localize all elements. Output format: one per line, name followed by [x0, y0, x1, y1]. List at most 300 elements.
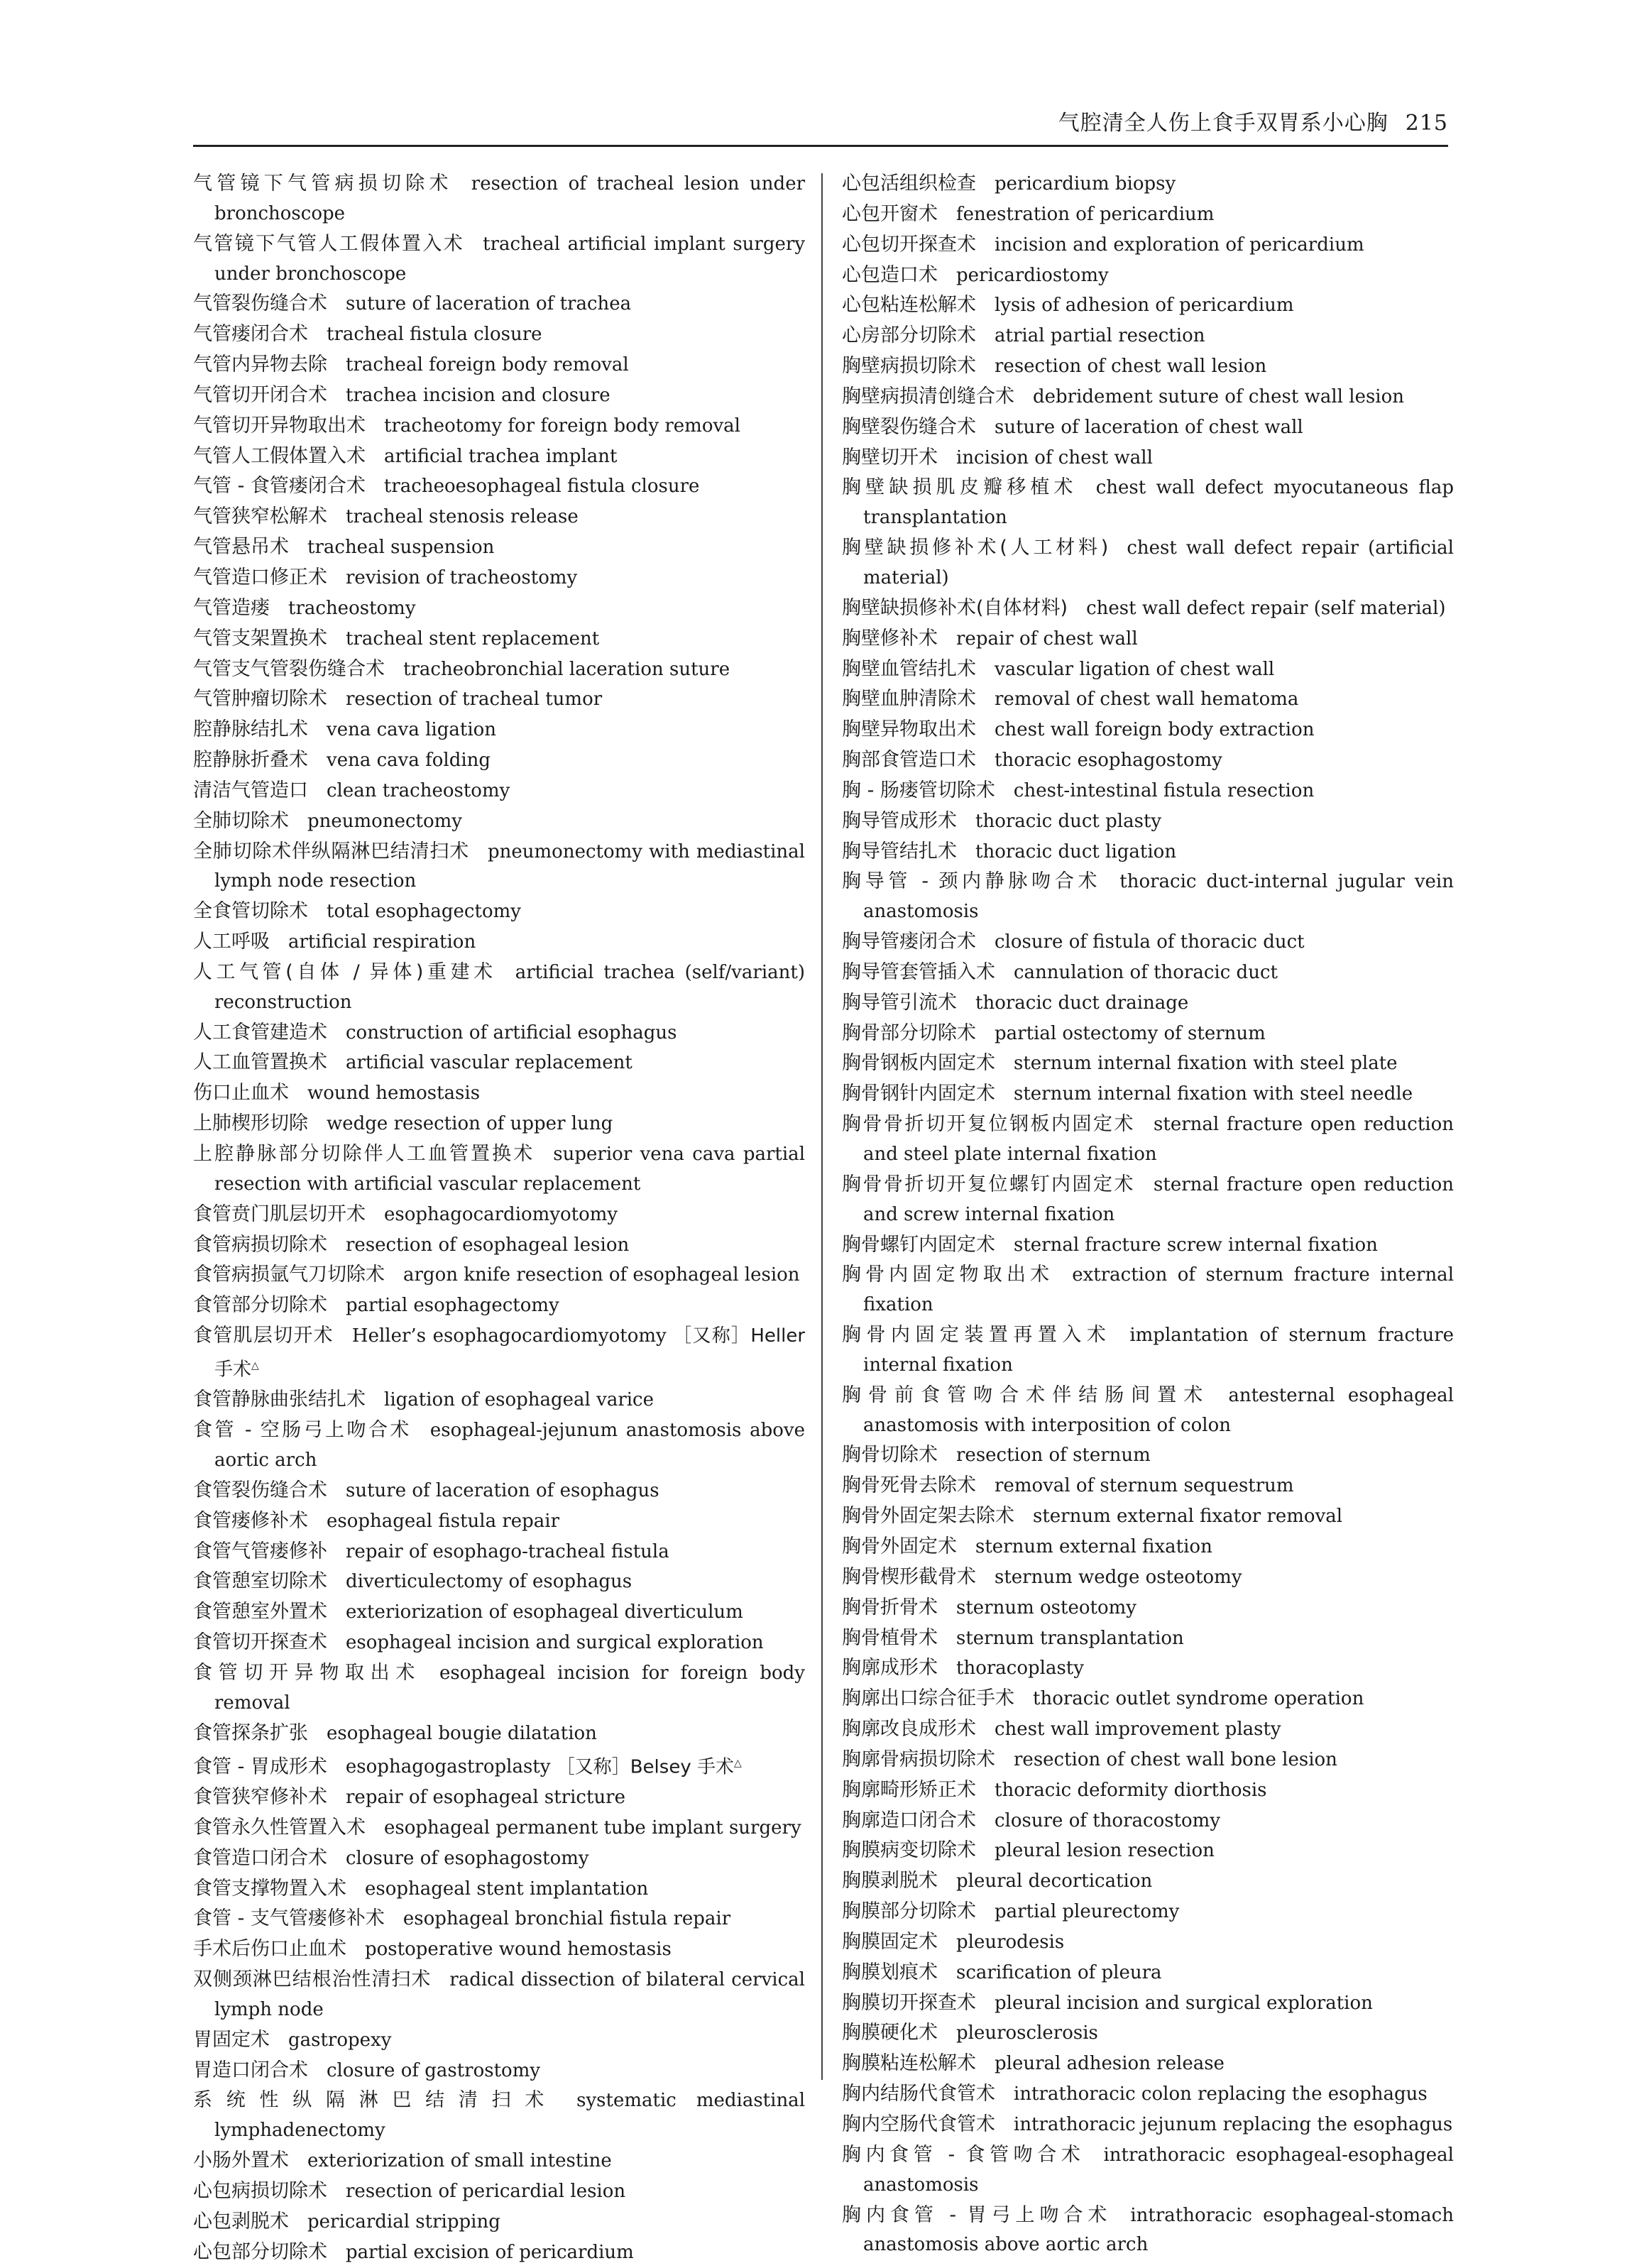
term-english: sternal fracture screw internal fixation — [1014, 1234, 1378, 1256]
running-header — [1058, 105, 1448, 136]
term-english: exteriorization of esophageal diverticulum — [346, 1601, 743, 1623]
term-chinese: 食管 - 胃成形术 — [193, 1755, 327, 1778]
term-english: revision of tracheostomy — [346, 566, 578, 588]
glossary-entry — [842, 1806, 1454, 1836]
page-header — [193, 105, 1448, 147]
term-chinese: 胸壁病损切除术 — [842, 355, 976, 378]
term-english: pleurodesis — [956, 1931, 1065, 1953]
term-english: repair of esophageal stricture — [346, 1787, 625, 1809]
term-chinese: 胸骨骨折切开复位钢板内固定术 — [842, 1113, 1136, 1136]
term-chinese: 人工呼吸 — [193, 931, 270, 953]
term-english: tracheal artificial implant surgery under bronchoscope — [214, 233, 806, 285]
term-english: incision and exploration of pericardium — [995, 234, 1364, 256]
term-chinese: 胸骨骨折切开复位螺钉内固定术 — [842, 1173, 1136, 1195]
term-english: pleural lesion resection — [995, 1840, 1215, 1862]
term-chinese: 胸 - 肠瘘管切除术 — [842, 779, 995, 801]
term-english: closure of thoracostomy — [995, 1809, 1221, 1831]
glossary-entry — [193, 1291, 805, 1321]
term-chinese: 胸壁切开术 — [842, 446, 938, 469]
term-english: removal of sternum sequestrum — [995, 1475, 1294, 1497]
glossary-entry — [842, 1440, 1454, 1471]
term-chinese: 食管肌层切开术 — [193, 1325, 334, 1347]
term-english: thoracic esophagostomy — [995, 750, 1222, 772]
glossary-entry — [193, 1200, 805, 1230]
term-chinese: 胸部食管造口术 — [842, 749, 976, 772]
term-english: chest-intestinal fistula resection — [1013, 779, 1315, 801]
term-english: esophageal-jejunum anastomosis above aortic arch — [214, 1420, 805, 1472]
term-english: esophageal stent implantation — [365, 1878, 649, 1900]
glossary-entry — [193, 2146, 805, 2176]
glossary-entry — [193, 1597, 805, 1628]
term-chinese: 胸骨内固定装置再置入术 — [842, 1324, 1112, 1347]
page-number: 215 — [1405, 111, 1448, 136]
term-chinese: 胸壁缺损肌皮瓣移植术 — [842, 476, 1078, 499]
term-chinese: 食管病损切除术 — [193, 1233, 327, 1256]
term-english: tracheal stenosis release — [346, 506, 579, 528]
term-english: partial esophagectomy — [346, 1295, 559, 1317]
term-english: thoracic duct-internal jugular vein anastomosis — [863, 871, 1454, 923]
right-column — [842, 169, 1454, 2260]
term-english: tracheal stent replacement — [346, 628, 600, 650]
term-chinese: 胸骨前食管吻合术伴结肠间置术 — [842, 1384, 1210, 1406]
term-english: vena cava folding — [327, 750, 491, 772]
term-alias-note: ［又称］Belsey 手术 — [556, 1756, 734, 1778]
term-chinese: 胸导管结扎术 — [842, 840, 957, 862]
glossary-entry — [842, 988, 1454, 1019]
glossary-entry — [842, 261, 1454, 291]
glossary-entry — [193, 1965, 805, 2025]
term-english: sternum internal fixation with steel needle — [1014, 1083, 1413, 1105]
glossary-entry — [842, 624, 1454, 654]
term-chinese: 胸廓成形术 — [842, 1657, 938, 1680]
term-chinese: 气管切开闭合术 — [193, 383, 327, 406]
term-chinese: 胸膜划痕术 — [842, 1961, 938, 1983]
term-english: partial excision of pericardium — [346, 2241, 634, 2263]
glossary-entry — [193, 624, 805, 654]
term-english: pneumonectomy with mediastinal lymph node resection — [214, 840, 805, 892]
term-chinese: 气管支架置换术 — [193, 627, 327, 650]
glossary-entry — [193, 2056, 805, 2086]
term-english: closure of gastrostomy — [327, 2059, 541, 2081]
term-chinese: 胸廓畸形矫正术 — [842, 1778, 976, 1801]
term-chinese: 胸壁血肿清除术 — [842, 688, 976, 711]
term-english: sternum external fixator removal — [1033, 1506, 1343, 1528]
term-chinese: 胸骨植骨术 — [842, 1626, 938, 1649]
term-english: postoperative wound hemostasis — [365, 1939, 672, 1961]
term-english: esophageal bronchial fistula repair — [402, 1908, 731, 1930]
term-english: removal of chest wall hematoma — [995, 689, 1299, 711]
term-english: pericardium biopsy — [995, 173, 1176, 195]
term-english: resection of pericardial lesion — [346, 2181, 626, 2202]
glossary-entry — [842, 412, 1454, 443]
term-chinese: 胸膜部分切除术 — [842, 1900, 976, 1923]
term-english: resection of esophageal lesion — [346, 1234, 630, 1256]
glossary-entry — [193, 289, 805, 319]
term-chinese: 胸骨外固定术 — [842, 1535, 957, 1557]
term-chinese: 胸膜剥脱术 — [842, 1870, 938, 1892]
glossary-entry — [193, 1844, 805, 1874]
glossary-entry — [842, 2110, 1454, 2140]
glossary-entry — [842, 1532, 1454, 1562]
term-english: esophagocardiomyotomy — [384, 1203, 618, 1225]
term-english: resection of sternum — [956, 1445, 1151, 1467]
term-chinese: 心包造口术 — [842, 263, 938, 286]
glossary-entry — [193, 471, 805, 502]
term-chinese: 食管病损氩气刀切除术 — [193, 1264, 385, 1286]
term-english: atrial partial resection — [995, 325, 1205, 347]
term-chinese: 气管镜下气管病损切除术 — [193, 172, 453, 195]
term-chinese: 胸内食管 - 胃弓上吻合术 — [842, 2203, 1112, 2226]
term-english: pneumonectomy — [307, 810, 462, 832]
glossary-entry — [842, 927, 1454, 958]
term-chinese: 食管 - 空肠弓上吻合术 — [193, 1419, 412, 1442]
glossary-entry — [193, 319, 805, 350]
glossary-entry — [193, 1109, 805, 1139]
term-chinese: 气管悬吊术 — [193, 536, 289, 559]
glossary-entry — [842, 1623, 1454, 1654]
term-english: cannulation of thoracic duct — [1014, 961, 1278, 983]
glossary-entry — [842, 199, 1454, 230]
term-chinese: 胸骨楔形截骨术 — [842, 1565, 976, 1588]
glossary-entry — [193, 1934, 805, 1965]
term-english: pleural decortication — [956, 1870, 1153, 1892]
term-chinese: 胸壁血管结扎术 — [842, 657, 976, 680]
term-chinese: 食管永久性管置入术 — [193, 1816, 366, 1839]
term-english: trachea incision and closure — [346, 384, 610, 406]
glossary-entry — [842, 1079, 1454, 1110]
term-chinese: 胸壁裂伤缝合术 — [842, 415, 976, 438]
glossary-entry — [842, 1501, 1454, 1532]
term-chinese: 胸骨外固定架去除术 — [842, 1505, 1014, 1528]
glossary-entry — [842, 867, 1454, 927]
glossary-entry — [193, 958, 805, 1018]
glossary-entry — [193, 684, 805, 715]
glossary-entry — [842, 593, 1454, 624]
term-chinese: 胸壁修补术 — [842, 627, 938, 650]
glossary-entry — [842, 1775, 1454, 1806]
glossary-entry — [193, 2025, 805, 2056]
term-chinese: 食管气管瘘修补 — [193, 1540, 327, 1562]
term-chinese: 人工血管置换术 — [193, 1051, 327, 1074]
glossary-entry — [193, 532, 805, 563]
term-chinese: 小肠外置术 — [193, 2149, 289, 2172]
term-english: sternum internal fixation with steel plate — [1014, 1053, 1398, 1075]
term-english: vascular ligation of chest wall — [995, 658, 1275, 680]
glossary-entry — [193, 2237, 805, 2268]
term-chinese: 胸骨折骨术 — [842, 1596, 938, 1618]
term-english: tracheal suspension — [307, 537, 495, 559]
term-chinese: 心包粘连松解术 — [842, 294, 976, 317]
term-english: fenestration of pericardium — [956, 203, 1215, 225]
term-chinese: 胸骨内固定物取出术 — [842, 1264, 1054, 1286]
term-english: pericardiostomy — [956, 264, 1109, 286]
term-chinese: 胸膜硬化术 — [842, 2022, 938, 2044]
term-english: radical dissection of bilateral cervical lymph node — [214, 1969, 805, 2020]
term-chinese: 食管瘘修补术 — [193, 1509, 308, 1532]
glossary-entry — [193, 1048, 805, 1078]
term-chinese: 食管 - 支气管瘘修补术 — [193, 1907, 385, 1930]
term-chinese: 胸导管瘘闭合术 — [842, 931, 976, 953]
term-chinese: 心房部分切除术 — [842, 324, 976, 347]
term-chinese: 心包部分切除术 — [193, 2240, 327, 2263]
term-english: esophageal incision and surgical exploration — [346, 1632, 764, 1654]
glossary-entry — [193, 1018, 805, 1048]
term-english: pleural adhesion release — [995, 2053, 1225, 2075]
term-chinese: 食管部分切除术 — [193, 1294, 327, 1317]
term-chinese: 上腔静脉部分切除伴人工血管置换术 — [193, 1143, 535, 1165]
term-english: esophageal permanent tube implant surgery — [384, 1817, 801, 1839]
term-chinese: 气管内异物去除 — [193, 354, 327, 376]
term-english: intrathoracic jejunum replacing the esophagus — [1014, 2114, 1453, 2135]
glossary-entry — [842, 745, 1454, 776]
left-column — [193, 169, 805, 2268]
glossary-entry — [193, 837, 805, 897]
term-english: Heller’s esophagocardiomyotomy — [351, 1325, 667, 1347]
glossary-entry — [842, 1048, 1454, 1079]
term-english: thoracic duct ligation — [975, 840, 1177, 862]
glossary-entry — [193, 654, 805, 685]
glossary-entry — [193, 1813, 805, 1844]
term-chinese: 气管造口修正术 — [193, 566, 327, 588]
glossary-entry — [193, 1719, 805, 1749]
term-chinese: 气管切开异物取出术 — [193, 414, 366, 437]
term-english: partial ostectomy of sternum — [995, 1022, 1266, 1044]
glossary-entry — [842, 1958, 1454, 1988]
term-chinese: 胸壁异物取出术 — [842, 718, 976, 741]
term-chinese: 人工食管建造术 — [193, 1021, 327, 1043]
term-english: thoracic outlet syndrome operation — [1033, 1688, 1364, 1710]
glossary-entry — [842, 230, 1454, 261]
glossary-entry — [193, 380, 805, 411]
glossary-entry — [842, 1170, 1454, 1230]
glossary-entry — [842, 2079, 1454, 2110]
glossary-entry — [842, 1714, 1454, 1745]
glossary-entry — [842, 1866, 1454, 1897]
term-chinese: 食管狭窄修补术 — [193, 1786, 327, 1809]
glossary-entry — [842, 1927, 1454, 1958]
term-chinese: 胸骨钢板内固定术 — [842, 1052, 995, 1075]
glossary-entry — [193, 1567, 805, 1597]
glossary-entry — [842, 533, 1454, 593]
term-chinese: 双侧颈淋巴结根治性清扫术 — [193, 1968, 432, 1991]
term-chinese: 胸导管引流术 — [842, 991, 957, 1014]
term-chinese: 食管憩室外置术 — [193, 1601, 327, 1623]
term-chinese: 气管支气管裂伤缝合术 — [193, 657, 385, 680]
term-chinese: 腔静脉结扎术 — [193, 718, 308, 741]
glossary-entry — [193, 2086, 805, 2146]
term-english: pleural incision and surgical exploration — [995, 1992, 1373, 2014]
term-english: artificial respiration — [288, 931, 476, 953]
glossary-entry — [842, 1320, 1454, 1381]
term-chinese: 心包剥脱术 — [193, 2210, 289, 2233]
term-english: systematic mediastinal lymphadenectomy — [214, 2090, 806, 2142]
term-english: exteriorization of small intestine — [307, 2150, 612, 2172]
term-chinese: 全肺切除术 — [193, 809, 289, 832]
term-english: thoracic duct drainage — [975, 992, 1189, 1014]
glossary-entry — [842, 1836, 1454, 1866]
glossary-entry — [193, 229, 805, 290]
glossary-entry — [193, 1749, 805, 1783]
term-english: sternal fracture open reduction and steel plate internal fixation — [863, 1114, 1454, 1165]
term-chinese: 胸导管套管插入术 — [842, 960, 995, 983]
glossary-entry — [842, 2049, 1454, 2079]
term-chinese: 食管探条扩张 — [193, 1721, 308, 1744]
term-chinese: 胸廓改良成形术 — [842, 1718, 976, 1741]
glossary-entry — [193, 1415, 805, 1476]
term-english: wedge resection of upper lung — [327, 1113, 613, 1135]
glossary-entry — [842, 1019, 1454, 1049]
glossary-entry — [193, 350, 805, 380]
term-chinese: 食管贲门肌层切开术 — [193, 1203, 366, 1225]
term-english: construction of artificial esophagus — [346, 1021, 677, 1043]
glossary-entry — [193, 1658, 805, 1719]
glossary-entry — [842, 169, 1454, 199]
glossary-entry — [193, 169, 805, 229]
term-chinese: 气管肿瘤切除术 — [193, 688, 327, 711]
term-english: thoracoplasty — [956, 1658, 1084, 1680]
term-chinese: 全食管切除术 — [193, 900, 308, 923]
term-english: resection of chest wall bone lesion — [1014, 1748, 1337, 1770]
term-chinese: 胸壁缺损修补术(自体材料) — [842, 596, 1068, 619]
term-chinese: 胸膜切开探查术 — [842, 1991, 976, 2014]
glossary-entry — [842, 776, 1454, 806]
glossary-entry — [193, 1904, 805, 1934]
glossary-entry — [193, 927, 805, 958]
glossary-entry — [193, 593, 805, 624]
glossary-entry — [842, 2140, 1454, 2201]
glossary-entry — [193, 563, 805, 593]
term-english: closure of esophagostomy — [346, 1847, 589, 1869]
term-english: chest wall improvement plasty — [995, 1719, 1281, 1741]
term-english: total esophagectomy — [327, 901, 521, 923]
glossary-entry — [842, 1653, 1454, 1684]
term-chinese: 人工气管(自体 / 异体)重建术 — [193, 960, 497, 983]
term-chinese: 胸壁缺损修补术(人工材料) — [842, 537, 1109, 559]
term-english: artificial trachea (self/variant) reconstruction — [214, 961, 805, 1013]
glossary-entry — [842, 290, 1454, 321]
term-english: resection of chest wall lesion — [995, 356, 1267, 378]
term-chinese: 胸壁病损清创缝合术 — [842, 385, 1014, 407]
glossary-entry — [193, 2176, 805, 2207]
term-english: gastropexy — [288, 2029, 392, 2051]
term-chinese: 胸膜固定术 — [842, 1930, 938, 1953]
term-english: ligation of esophageal varice — [384, 1389, 654, 1411]
term-chinese: 胸骨切除术 — [842, 1444, 938, 1467]
term-english: extraction of sternum fracture internal fixation — [863, 1264, 1455, 1316]
glossary-entry — [842, 1745, 1454, 1775]
term-english: sternum external fixation — [975, 1535, 1212, 1557]
glossary-entry — [842, 2018, 1454, 2049]
glossary-entry — [193, 1385, 805, 1415]
term-chinese: 食管静脉曲张结扎术 — [193, 1388, 366, 1411]
term-chinese: 腔静脉折叠术 — [193, 749, 308, 772]
term-english: intrathoracic colon replacing the esophagus — [1014, 2083, 1428, 2105]
term-chinese: 食管切开探查术 — [193, 1631, 327, 1654]
term-english: chest wall defect repair (artificial material) — [863, 537, 1454, 588]
term-chinese: 胸骨死骨去除术 — [842, 1474, 976, 1497]
glossary-entry — [193, 715, 805, 745]
glossary-entry — [193, 2207, 805, 2237]
glossary-entry — [842, 806, 1454, 837]
glossary-entry — [842, 654, 1454, 685]
term-english: tracheal fistula closure — [327, 324, 542, 346]
term-chinese: 食管憩室切除术 — [193, 1570, 327, 1593]
term-english: repair of esophago-tracheal fistula — [346, 1540, 669, 1562]
term-english: pericardial stripping — [307, 2211, 500, 2233]
term-chinese: 食管造口闭合术 — [193, 1846, 327, 1869]
term-english: intrathoracic esophageal-esophageal anastomosis — [863, 2144, 1454, 2196]
term-english: artificial vascular replacement — [346, 1052, 632, 1074]
term-english: tracheal foreign body removal — [346, 354, 629, 376]
term-chinese: 食管切开异物取出术 — [193, 1662, 422, 1684]
glossary-entry — [193, 1506, 805, 1537]
term-english: resection of tracheal tumor — [346, 689, 603, 711]
glossary-entry — [193, 1628, 805, 1658]
glossary-entry — [193, 806, 805, 837]
glossary-entry — [842, 1471, 1454, 1501]
term-chinese: 气管裂伤缝合术 — [193, 292, 327, 315]
glossary-entry — [842, 382, 1454, 412]
term-english: esophageal bougie dilatation — [327, 1722, 597, 1744]
glossary-entry — [193, 1139, 805, 1200]
term-chinese: 食管支撑物置入术 — [193, 1877, 346, 1900]
term-english: tracheostomy — [288, 597, 416, 619]
term-chinese: 胸内食管 - 食管吻合术 — [842, 2143, 1085, 2166]
term-english: sternum osteotomy — [956, 1596, 1136, 1618]
glossary-entry — [193, 1230, 805, 1261]
term-chinese: 上肺楔形切除 — [193, 1112, 308, 1135]
term-english: suture of laceration of chest wall — [995, 416, 1303, 438]
term-chinese: 清洁气管造口 — [193, 779, 308, 801]
term-english: debridement suture of chest wall lesion — [1033, 385, 1405, 407]
term-english: intrathoracic esophageal-stomach anastomosis above aortic arch — [863, 2204, 1454, 2256]
glossary-entry — [193, 1782, 805, 1813]
term-english: superior vena cava partial resection with artificial vascular replacement — [214, 1144, 806, 1195]
term-chinese: 胃固定术 — [193, 2028, 270, 2051]
term-english: partial pleurectomy — [995, 1901, 1180, 1923]
term-english: tracheobronchial laceration suture — [403, 658, 730, 680]
term-english: closure of fistula of thoracic duct — [995, 931, 1305, 953]
glossary-entry — [193, 1874, 805, 1905]
glossary-entry — [842, 1381, 1454, 1441]
term-chinese: 胸膜病变切除术 — [842, 1839, 976, 1862]
term-english: artificial trachea implant — [384, 445, 618, 467]
term-english: pleurosclerosis — [956, 2022, 1098, 2044]
term-english: implantation of sternum fracture internal fixation — [863, 1325, 1455, 1376]
glossary-entry — [842, 837, 1454, 867]
term-english: thoracic duct plasty — [975, 810, 1162, 832]
term-chinese: 胸导管 - 颈内静脉吻合术 — [842, 870, 1102, 893]
term-chinese: 伤口止血术 — [193, 1082, 289, 1105]
glossary-entry — [842, 1110, 1454, 1170]
term-chinese: 胸廓造口闭合术 — [842, 1809, 976, 1831]
header-title: 气腔清全人伤上食手双胃系小心胸 — [1058, 111, 1388, 136]
term-english: incision of chest wall — [956, 447, 1153, 469]
term-chinese: 气管造瘘 — [193, 596, 270, 619]
glossary-entry — [193, 1537, 805, 1567]
glossary-entry — [842, 1897, 1454, 1927]
term-chinese: 心包开窗术 — [842, 202, 938, 225]
glossary-entry — [193, 776, 805, 806]
term-english: tracheotomy for foreign body removal — [384, 415, 740, 437]
glossary-entry — [842, 1562, 1454, 1593]
term-chinese: 胸内空肠代食管术 — [842, 2113, 995, 2135]
glossary-entry — [193, 1078, 805, 1109]
term-chinese: 系统性纵隔淋巴结清扫术 — [193, 2089, 559, 2112]
term-chinese: 胸导管成形术 — [842, 809, 957, 832]
term-english: tracheoesophageal fistula closure — [383, 476, 700, 498]
term-english: esophagogastroplasty — [345, 1756, 551, 1778]
